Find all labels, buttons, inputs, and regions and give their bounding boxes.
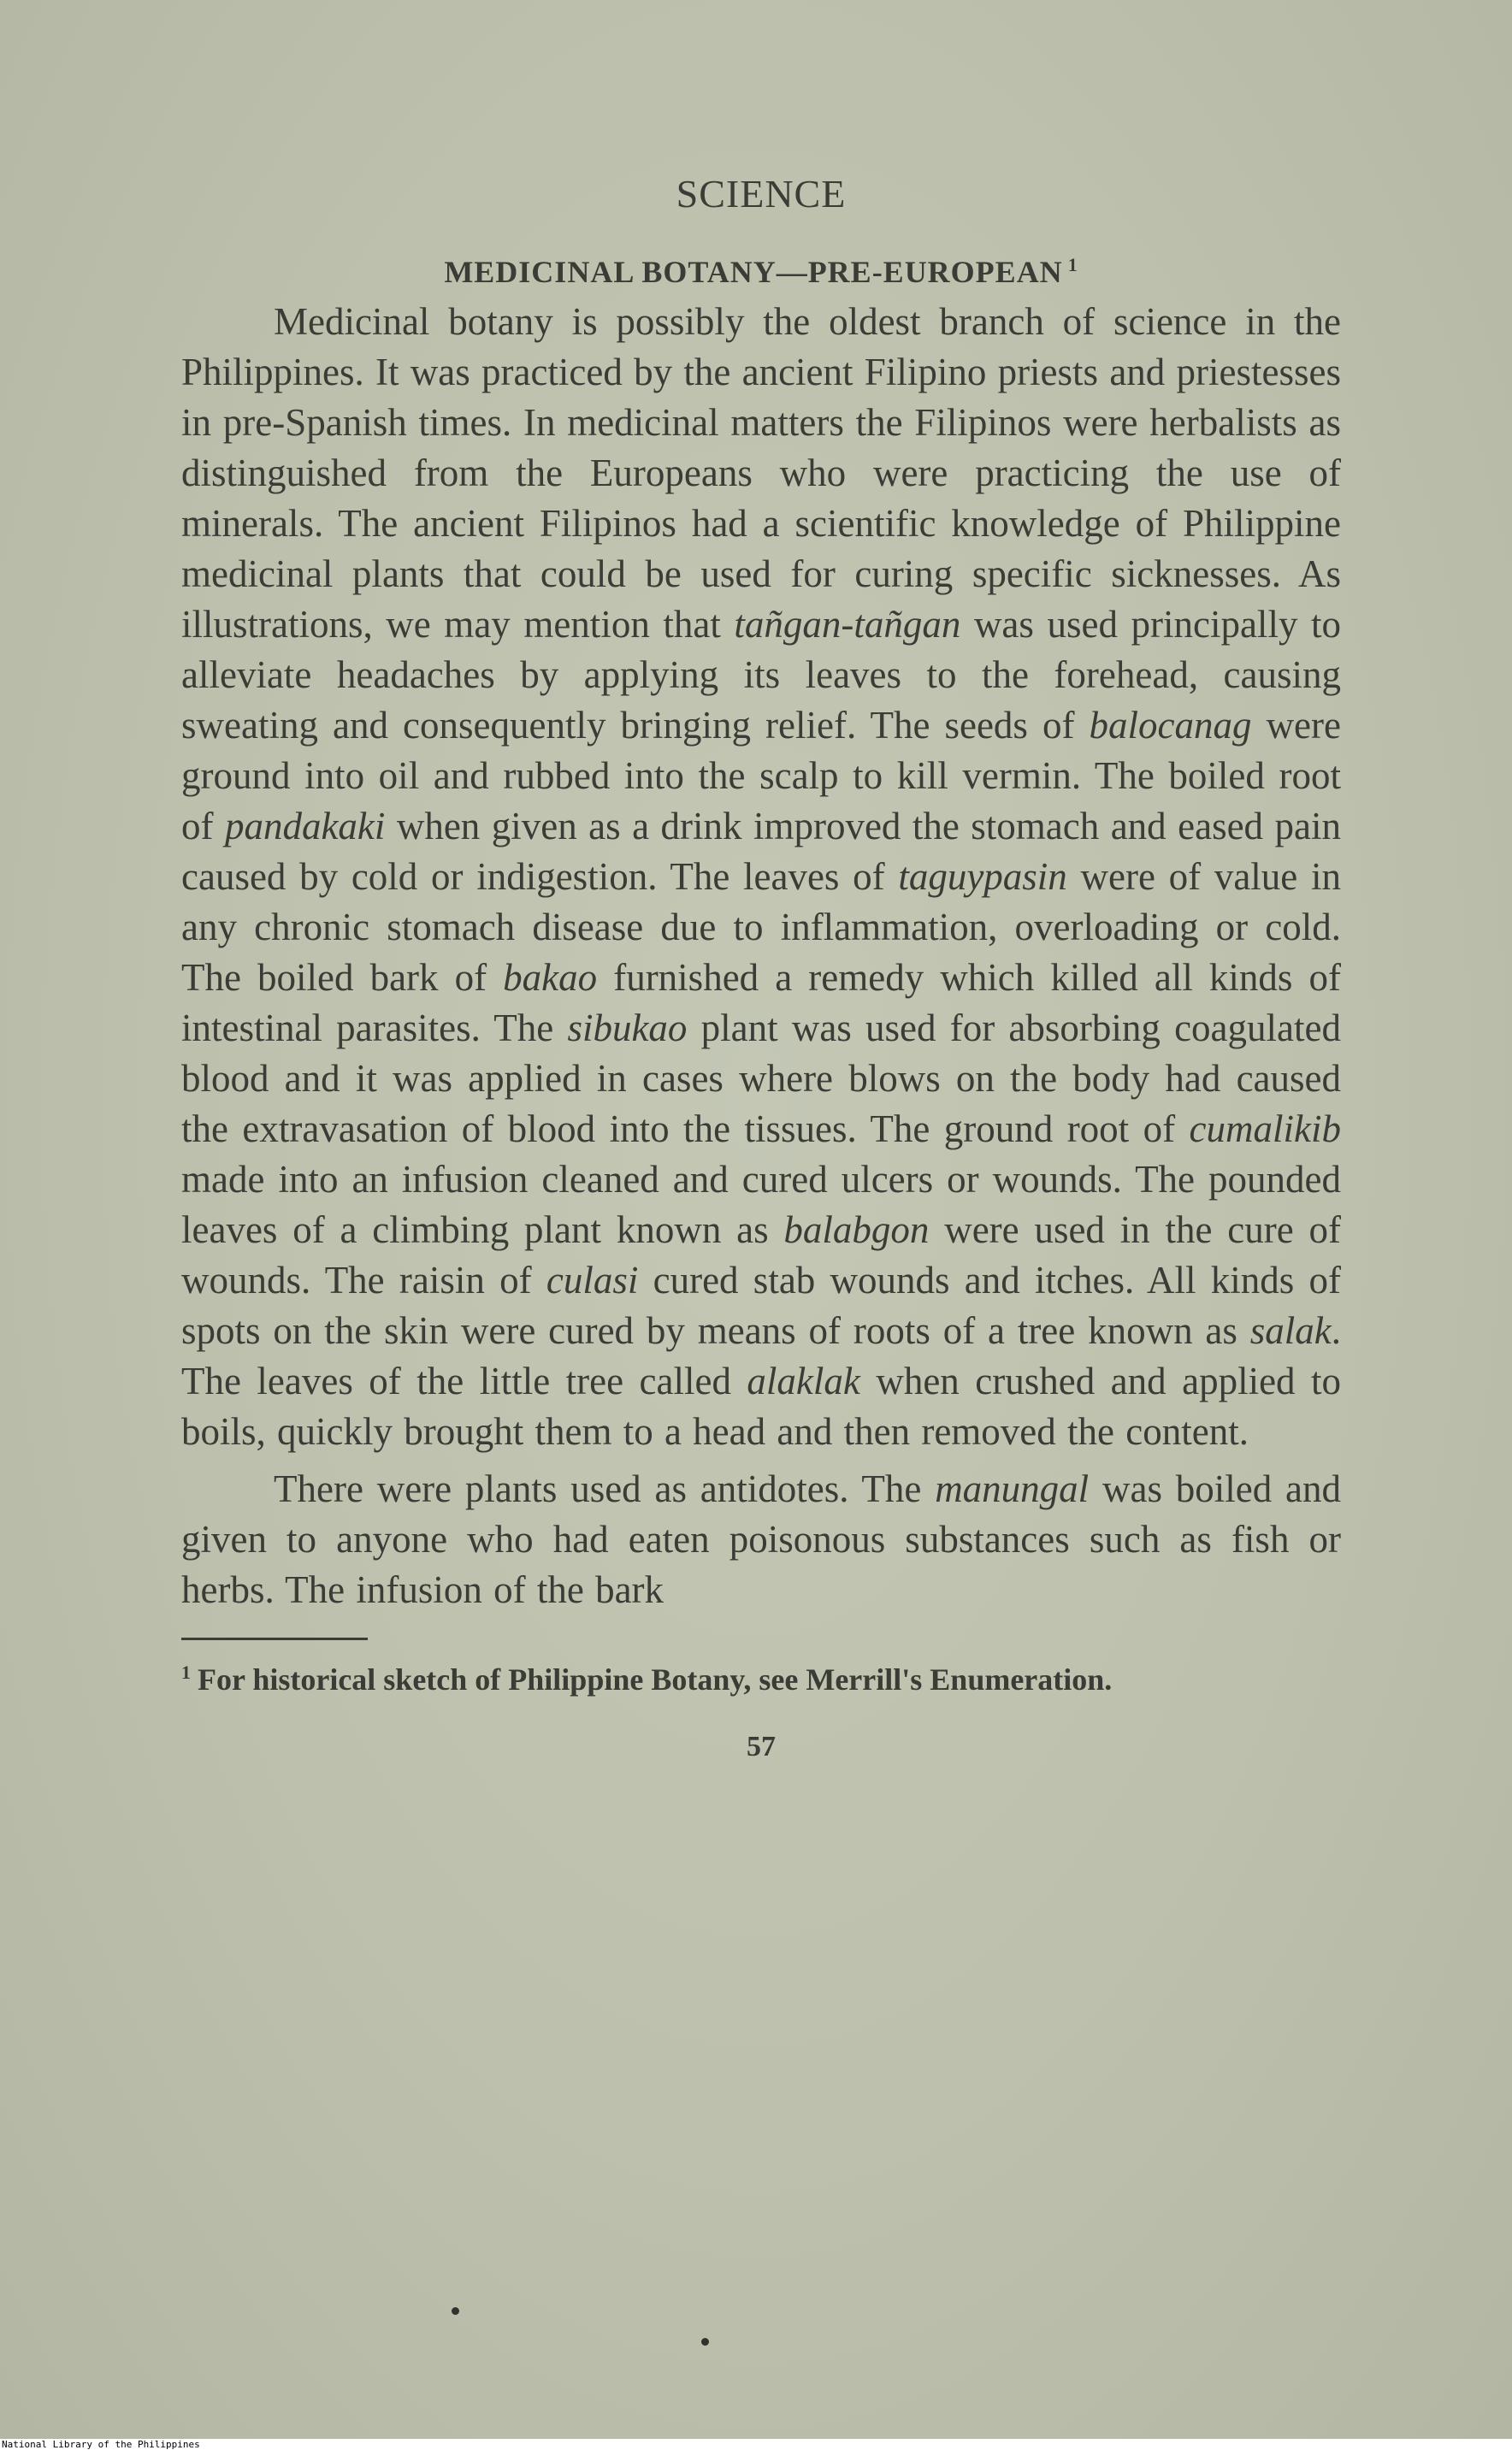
body-paragraph-1 [181, 297, 1341, 1457]
text-run: were used in the cure of wounds. The raisin of [181, 1208, 1341, 1302]
plant-name: sibukao [567, 1007, 688, 1049]
footnote-text: For historical sketch of Philippine Botany, see Merrill's Enumeration. [198, 1662, 1113, 1697]
text-run: cured stab wounds and itches. All kinds of spots on the skin were cured by means of roots of a tree known as [181, 1259, 1341, 1352]
plant-name: manungal [935, 1467, 1090, 1510]
chapter-title [181, 254, 1341, 290]
footnote-rule [181, 1638, 368, 1640]
dust-speck [452, 2307, 459, 2315]
text-run: made into an infusion cleaned and cured ulcers or wounds. The pounded leaves of a climbing plant known as [181, 1158, 1341, 1251]
plant-name: taguypasin [898, 855, 1067, 898]
plant-name: balocanag [1089, 704, 1252, 747]
plant-name: alaklak [747, 1360, 860, 1402]
plant-name: pandakaki [224, 805, 386, 847]
text-run: Medicinal botany is possibly the oldest branch of science in the Philippines. It was practiced by the ancient Filipino priests and priestesses in pre-Spanish times. In medicinal matters the Filipinos were herbalists as distinguished from the Europeans who were practicing the use of minerals. The ancient Filipinos had a scientific knowledge of Philippine medicinal plants that could be used for curing specific sicknesses. As illustrations, we may mention that [181, 300, 1341, 646]
book-page [181, 171, 1341, 1763]
text-run: when given as a drink improved the stomach and eased pain caused by cold or indigestion. The leaves of [181, 805, 1341, 898]
footnote-marker: 1 [181, 1662, 191, 1683]
text-run: were of value in any chronic stomach disease due to inflammation, overloading or cold. The boiled bark of [181, 855, 1341, 999]
footnote-reference: 1 [1067, 254, 1078, 275]
plant-name: cumalikib [1189, 1107, 1341, 1150]
plant-name: culasi [546, 1259, 639, 1302]
scan-footer-bar [0, 2439, 1512, 2450]
page-number: 57 [747, 1731, 776, 1762]
text-run: plant was used for absorbing coagulated blood and it was applied in cases where blows on the body had caused the extravasation of blood into the tissues. The ground root of [181, 1007, 1341, 1150]
plant-name: balabgon [783, 1208, 930, 1251]
scan-credit: National Library of the Philippines [2, 2439, 200, 2450]
plant-name: bakao [503, 956, 598, 999]
chapter-title-text: MEDICINAL BOTANY—PRE-EUROPEAN [444, 255, 1063, 289]
dust-speck [701, 2338, 709, 2346]
running-head: SCIENCE [676, 172, 847, 215]
body-paragraph-2 [181, 1464, 1341, 1615]
text-run: There were plants used as antidotes. The [274, 1467, 936, 1510]
text-run: furnished a remedy which killed all kinds of intestinal parasites. The [181, 956, 1341, 1049]
text-run: was boiled and given to anyone who had eaten poisonous substances such as fish or herbs. The infusion of the bark [181, 1467, 1341, 1611]
text-run: was used principally to alleviate headaches by applying its leaves to the forehead, causing sweating and consequently bringing relief. The seeds of [181, 603, 1341, 747]
text-run: were ground into oil and rubbed into the scalp to kill vermin. The boiled root of [181, 704, 1341, 847]
text-run: when crushed and applied to boils, quickly brought them to a head and then removed the content. [181, 1360, 1342, 1453]
plant-name: tañgan-tañgan [734, 603, 961, 646]
plant-name: salak [1249, 1309, 1332, 1352]
text-run: . The leaves of the little tree called [181, 1309, 1341, 1402]
footnote [181, 1654, 1341, 1698]
